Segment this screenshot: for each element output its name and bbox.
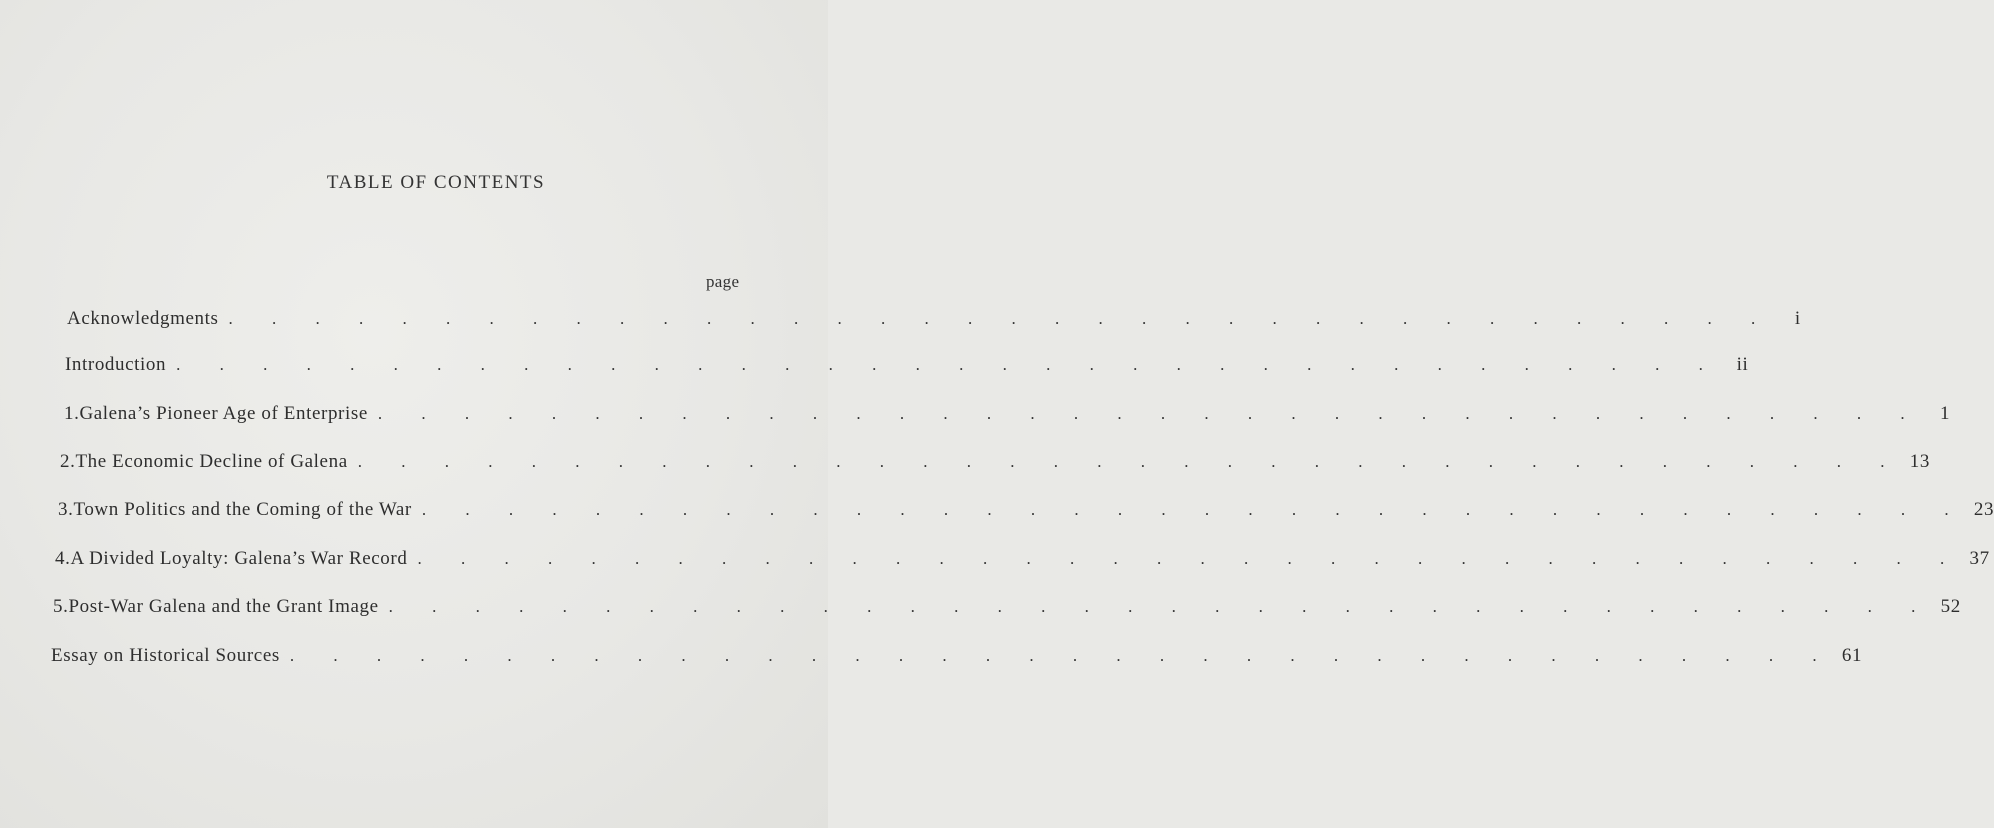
entry-title: The Economic Decline of Galena — [75, 451, 348, 472]
entry-title: Galena’s Pioneer Age of Enterprise — [79, 403, 368, 424]
entry-title: A Divided Loyalty: Galena’s War Record — [70, 548, 408, 569]
entry-page-number: 13 — [1909, 451, 1930, 472]
dot-leader: . . . . . . . . . . . . . . . . . . . . . . . . . . . . . . . . . . . . — [377, 404, 1923, 423]
entry-page-number: 61 — [1841, 645, 1863, 666]
toc-entry-chapter-2 — [60, 451, 1930, 473]
entry-title: Introduction — [65, 354, 167, 375]
toc-entry-acknowledgments — [67, 308, 1801, 330]
entry-page-number: i — [1794, 308, 1801, 329]
chapter-number: 3. — [58, 499, 74, 520]
dot-leader: . . . . . . . . . . . . . . . . . . . . . . . . . . . . . . . . . . . . — [289, 646, 1835, 665]
page-column-label: page — [706, 272, 740, 291]
dot-leader: . . . . . . . . . . . . . . . . . . . . . . . . . . . . . . . . . . . . — [176, 355, 1721, 374]
dot-leader: . . . . . . . . . . . . . . . . . . . . . . . . . . . . . . . . . . . . — [228, 309, 1773, 328]
entry-title: Essay on Historical Sources — [51, 645, 280, 666]
dot-leader: . . . . . . . . . . . . . . . . . . . . . . . . . . . . . . . . . . . . — [388, 597, 1933, 616]
dot-leader: . . . . . . . . . . . . . . . . . . . . . . . . . . . . . . . . . . . . — [417, 549, 1962, 568]
toc-entry-chapter-5 — [53, 596, 1961, 618]
toc-entry-essay — [51, 645, 1863, 667]
entry-title: Town Politics and the Coming of the War — [73, 499, 412, 520]
toc-title: TABLE OF CONTENTS — [326, 172, 546, 193]
entry-page-number: ii — [1736, 354, 1749, 375]
entry-title: Post-War Galena and the Grant Image — [68, 596, 379, 617]
entry-page-number: 37 — [1969, 548, 1990, 569]
toc-entry-chapter-3 — [58, 499, 1994, 521]
chapter-number: 5. — [53, 596, 69, 617]
entry-page-number: 23 — [1973, 499, 1994, 520]
toc-entry-chapter-4 — [55, 548, 1990, 570]
toc-entry-introduction — [65, 354, 1749, 376]
entry-title: Acknowledgments — [67, 308, 219, 329]
toc-entry-chapter-1 — [64, 403, 1951, 425]
chapter-number: 1. — [64, 403, 80, 424]
entry-page-number: 52 — [1940, 596, 1961, 617]
dot-leader: . . . . . . . . . . . . . . . . . . . . . . . . . . . . . . . . . . . . — [421, 500, 1967, 519]
chapter-number: 4. — [55, 548, 71, 569]
entry-page-number: 1 — [1940, 403, 1951, 424]
dot-leader: . . . . . . . . . . . . . . . . . . . . . . . . . . . . . . . . . . . . — [357, 452, 1902, 471]
chapter-number: 2. — [60, 451, 76, 472]
